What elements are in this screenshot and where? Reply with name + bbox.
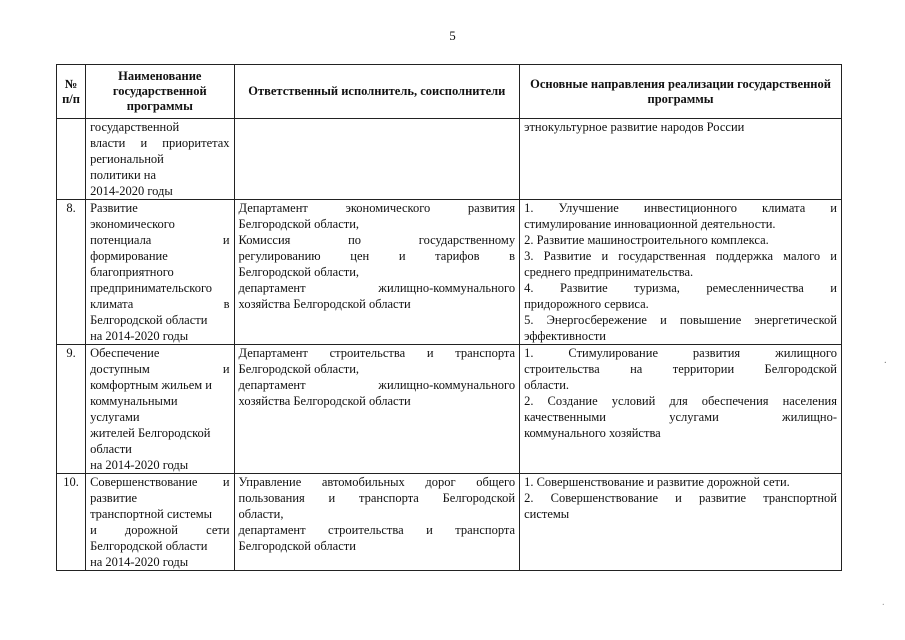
cell-line: Белгородской области, (238, 217, 360, 231)
cell-line: системы (524, 507, 570, 521)
header-num: № п/п (57, 65, 86, 119)
cell-line: 1. Совершенствование и развитие дорожной сети. (524, 475, 790, 489)
cell-line: предпринимательского (90, 281, 213, 295)
cell-line: 4. Развитие туризма, ремесленничества и (524, 281, 837, 295)
cell-line: комфортным жильем и (90, 378, 212, 392)
cell-line: области, (238, 507, 284, 521)
cell-line: Обеспечение (90, 346, 160, 360)
cell-line: 1. Стимулирование развития жилищного (524, 346, 837, 360)
cell-name (86, 474, 234, 571)
cell-line: коммунального хозяйства (524, 426, 661, 440)
cell-line: области (90, 442, 132, 456)
cell-name (86, 119, 234, 200)
cell-line: департамент жилищно-коммунального (238, 281, 516, 295)
cell-line: региональной (90, 152, 164, 166)
cell-line: Развитие (90, 201, 138, 215)
table-header-row (57, 65, 842, 119)
cell-line: на 2014-2020 годы (90, 458, 189, 472)
cell-line: государственной (90, 120, 180, 134)
cell-line: 2014-2020 годы (90, 184, 173, 198)
cell-dir (520, 345, 842, 474)
cell-exec (234, 345, 520, 474)
cell-line: 1. Улучшение инвестиционного климата и (524, 201, 837, 215)
cell-line: на 2014-2020 годы (90, 555, 189, 569)
cell-line: благоприятного (90, 265, 174, 279)
cell-line: Комиссия по государственному (238, 233, 516, 247)
table-row (57, 474, 842, 571)
cell-line: департамент строительства и транспорта (238, 523, 516, 537)
cell-exec (234, 119, 520, 200)
cell-line: 2. Создание условий для обеспечения населения (524, 394, 837, 408)
cell-line: на 2014-2020 годы (90, 329, 189, 343)
cell-line: транспортной системы (90, 507, 213, 521)
table-row (57, 119, 842, 200)
cell-line: эффективности (524, 329, 606, 343)
scan-artifact: · (883, 358, 887, 369)
cell-line: 2. Совершенствование и развитие транспортной (524, 491, 837, 505)
cell-line: Совершенствование и (90, 475, 230, 489)
row-number (57, 119, 86, 200)
page-number: 5 (449, 28, 456, 43)
table-row (57, 345, 842, 474)
cell-line: качественными услугами жилищно- (524, 410, 837, 424)
cell-line: строительства на территории Белгородской (524, 362, 837, 376)
cell-line: хозяйства Белгородской области (238, 394, 411, 408)
cell-line: Белгородской области (90, 539, 208, 553)
cell-line: области. (524, 378, 570, 392)
cell-line: климата в (90, 297, 230, 311)
cell-dir (520, 200, 842, 345)
cell-line: экономического (90, 217, 175, 231)
cell-line: развитие (90, 491, 138, 505)
cell-dir (520, 474, 842, 571)
programs-table (56, 64, 842, 571)
cell-line: Управление автомобильных дорог общего (238, 475, 516, 489)
cell-line: хозяйства Белгородской области (238, 297, 411, 311)
cell-line: Департамент строительства и транспорта (238, 346, 516, 360)
cell-line: Департамент экономического развития (238, 201, 516, 215)
cell-exec (234, 200, 520, 345)
row-number: 9. (57, 345, 86, 474)
cell-exec (234, 474, 520, 571)
header-exec: Ответственный исполнитель, соисполнители (234, 65, 520, 119)
cell-line: доступным и (90, 362, 230, 376)
header-name: Наименование государственной программы (86, 65, 234, 119)
cell-line: потенциала и (90, 233, 230, 247)
cell-dir (520, 119, 842, 200)
cell-line: Белгородской области, (238, 362, 360, 376)
cell-line: коммунальными (90, 394, 178, 408)
cell-line: 3. Развитие и государственная поддержка малого и (524, 249, 837, 263)
cell-line: 5. Энергосбережение и повышение энергетической (524, 313, 837, 327)
cell-line: Белгородской области (238, 539, 356, 553)
cell-line: этнокультурное развитие народов России (524, 120, 745, 134)
cell-line: пользования и транспорта Белгородской (238, 491, 516, 505)
cell-line: придорожного сервиса. (524, 297, 649, 311)
header-dir: Основные направления реализации государственной программы (520, 65, 842, 119)
cell-line: услугами (90, 410, 140, 424)
cell-line: департамент жилищно-коммунального (238, 378, 516, 392)
cell-line: 2. Развитие машиностроительного комплекса. (524, 233, 769, 247)
cell-line: стимулирование инновационной деятельности. (524, 217, 776, 231)
table-row (57, 200, 842, 345)
row-number: 10. (57, 474, 86, 571)
cell-line: формирование (90, 249, 168, 263)
row-number: 8. (57, 200, 86, 345)
cell-name (86, 345, 234, 474)
cell-line: жителей Белгородской (90, 426, 211, 440)
cell-line: среднего предпринимательства. (524, 265, 694, 279)
cell-line: Белгородской области (90, 313, 208, 327)
scan-artifact: · (881, 600, 885, 611)
cell-line: власти и приоритетах (90, 136, 230, 150)
cell-line: регулированию цен и тарифов в (238, 249, 516, 263)
cell-name (86, 200, 234, 345)
cell-line: Белгородской области, (238, 265, 360, 279)
table-body (57, 119, 842, 571)
cell-line: и дорожной сети (90, 523, 230, 537)
cell-line: политики на (90, 168, 157, 182)
